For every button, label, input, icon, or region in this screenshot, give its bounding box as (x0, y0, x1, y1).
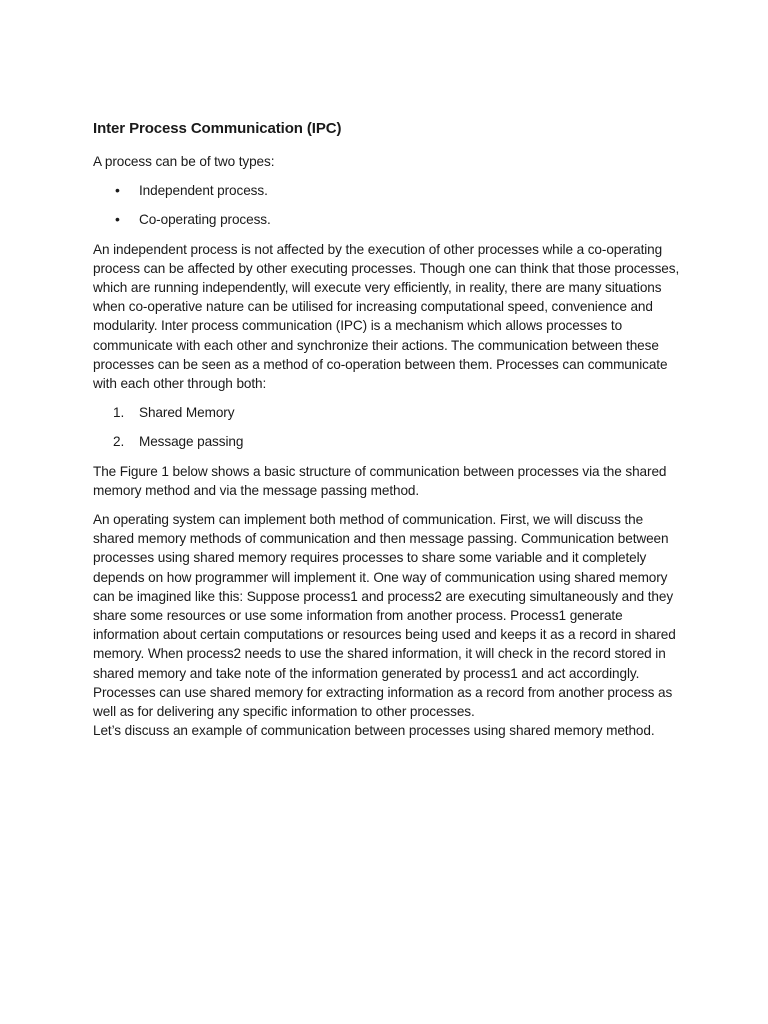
bullet-icon: • (115, 211, 120, 228)
list-item (93, 403, 683, 422)
paragraph-example-intro: Let’s discuss an example of communication between processes using shared memory method. (93, 723, 655, 739)
list-item-text: Co-operating process. (139, 212, 271, 228)
paragraph-ipc-definition: An independent process is not affected by the execution of other processes while a co-operating process can be affected by other executing processes. Though one can think that those processes, which are running independently, will execute very efficiently, in reality, there are many situations when co-operative nature can be utilised for increasing computational speed, convenience and modularity. Inter process communication (IPC) is a mechanism which allows processes to communicate with each other and synchronize their actions. The communication between these processes can be seen as a method of co-operation between them. Processes can communicate with each other through both: (93, 241, 680, 392)
ipc-methods-list (93, 403, 683, 451)
list-item-text: Message passing (139, 434, 244, 450)
intro-text: A process can be of two types: (93, 154, 275, 169)
list-item (93, 210, 683, 229)
document-title: Inter Process Communication (IPC) (93, 120, 342, 137)
list-item (93, 432, 683, 451)
list-item (93, 181, 683, 200)
list-number: 2. (113, 434, 125, 450)
bullet-icon: • (115, 182, 120, 199)
paragraph-figure-reference: The Figure 1 below shows a basic structure of communication between processes via the shared memory method and via the message passing method. (93, 463, 667, 498)
process-types-list (93, 181, 683, 229)
list-number: 1. (113, 405, 125, 421)
list-item-text: Independent process. (139, 183, 268, 199)
paragraph-shared-memory: An operating system can implement both method of communication. First, we will discuss the shared memory methods of communication and then message passing. Communication between processes using shared memory requires processes to share some variable and it completely depends on how programmer will implement it. One way of communication using shared memory can be imagined like this: Suppose process1 and process2 are executing simultaneously and they share some resources or use some information from another process. Process1 generate information about certain computations or resources being used and keeps it as a record in shared memory. When process2 needs to use the shared information, it will check in the record stored in shared memory and take note of the information generated by process1 and act accordingly. Processes can use shared memory for extracting information as a record from another process as well as for delivering any specific information to other processes. (93, 512, 676, 720)
list-item-text: Shared Memory (139, 405, 235, 421)
document-page (93, 118, 683, 750)
